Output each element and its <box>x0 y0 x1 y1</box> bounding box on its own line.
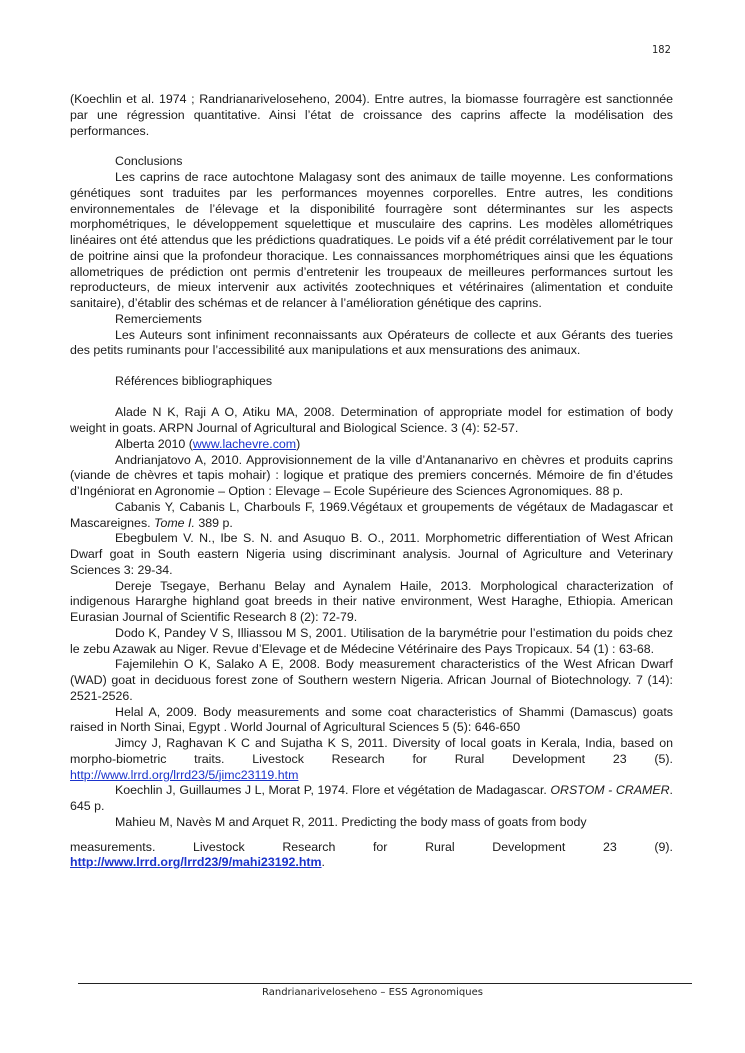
reference-item: Alberta 2010 (www.lachevre.com) <box>115 436 301 451</box>
conclusions-heading: Conclusions <box>115 154 183 169</box>
reference-italic: Tome I. <box>154 515 195 530</box>
reference-item: Jimcy J, Raghavan K C and Sujatha K S, 2011. Diversity of local goats in Kerala, India, based on morpho-biometric traits. Livestock Research for Rural Development 23 (5). http://www.lrrd.org/lrrd23/5/jimc23119.htm <box>70 736 673 782</box>
references-list <box>70 405 673 869</box>
page-footer: Randrianariveloseheno – ESS Agronomiques <box>262 987 483 998</box>
reference-item: Fajemilehin O K, Salako A E, 2008. Body measurement characteristics of the West African Dwarf (WAD) goat in deciduous forest zone of Southern western Nigeria. African Journal of Biotechnology. 7 (14): 2521-2526. <box>70 657 673 703</box>
reference-spread-line: measurements. Livestock Research for Rural Development 23 (9). <box>70 839 673 854</box>
reference-link[interactable]: http://www.lrrd.org/lrrd23/5/jimc23119.htm <box>70 767 299 782</box>
reference-item: Helal A, 2009. Body measurements and some coat characteristics of Shammi (Damascus) goats raised in North Sinai, Egypt . World Journal of Agricultural Sciences 5 (5): 646-650 <box>70 704 673 735</box>
remerciements-heading: Remerciements <box>115 311 202 326</box>
reference-link[interactable]: www.lachevre.com <box>192 436 297 451</box>
page-content <box>70 92 673 870</box>
reference-item: Alade N K, Raji A O, Atiku MA, 2008. Determination of appropriate model for estimation of body weight in goats. ARPN Journal of Agricultural and Biological Science. 3 (4): 52-57. <box>70 405 673 435</box>
reference-item: Mahieu M, Navès M and Arquet R, 2011. Predicting the body mass of goats from body measurements. Livestock Research for Rural Development 23 (9). http://www.lrrd.org/lrrd23/9/mahi23192.htm. <box>70 814 673 869</box>
reference-italic: ORSTOM - CRAMER <box>550 783 670 798</box>
reference-item: Andrianjatovo A, 2010. Approvisionnement de la ville d’Antananarivo en chèvres et produits caprins (viande de chèvres et tapis mohair) : logique et pratique des premiers concernés. Mémoire de fin d’études d’Ingéniorat en Agronomie – Option : Elevage – Ecole Supérieure des Sciences Agronomiques. 88 p. <box>70 452 673 498</box>
footer-divider <box>78 983 692 984</box>
reference-item: Koechlin J, Guillaumes J L, Morat P, 1974. Flore et végétation de Madagascar. ORSTOM - CRAMER. 645 p. <box>70 783 673 813</box>
remerciements-body: Les Auteurs sont infiniment reconnaissants aux Opérateurs de collecte et aux Gérants des tueries des petits ruminants pour l’accessibilité aux manipulations et aux mensurations des animaux. <box>70 327 673 358</box>
references-heading: Références bibliographiques <box>115 374 273 388</box>
page-number: 182 <box>652 43 671 56</box>
conclusions-body: Les caprins de race autochtone Malagasy sont des animaux de taille moyenne. Les conformations génétiques sont traduites par les performances moyennes corporelles. Entre autres, les conditions environnementales de l’élevage et la disponibilité fourragère sont déterminantes sur les aspects morphométriques, le développement squelettique et musculaire des caprins. Les modèles allométriques linéaires ont été attendus que les prédictions quadratiques. Le poids vif a été prédit corrélativement par le tour de poitrine ainsi que la profondeur thoracique. Les connaissances morphométriques ainsi que les équations allometriques de prédiction ont permis d’entretenir les troupeaux de meilleures performances surtout les reproducteurs, de mieux intervenir aux activités zootechniques et vétérinaires (alimentation et conduite sanitaire), d’établir des schémas et de relancer à l’amélioration génétique des caprins. <box>70 170 673 310</box>
intro-paragraph: (Koechlin et al. 1974 ; Randrianariveloseheno, 2004). Entre autres, la biomasse fourragère est sanctionnée par une régression quantitative. Ainsi l’état de croissance des caprins affecte la modélisation des performances. <box>70 92 673 138</box>
reference-item: Cabanis Y, Cabanis L, Charbouls F, 1969.Végétaux et groupements de végétaux de Madagascar et Mascareignes. Tome I. 389 p. <box>70 499 673 530</box>
reference-item: Dereje Tsegaye, Berhanu Belay and Aynalem Haile, 2013. Morphological characterization of indigenous Hararghe highland goat breeds in their native environment, West Haraghe, Ethiopia. American Eurasian Journal of Scientific Research 8 (2): 72-79. <box>70 578 673 624</box>
reference-item: Dodo K, Pandey V S, Illiassou M S, 2001. Utilisation de la barymétrie pour l’estimation du poids chez le zebu Azawak au Niger. Revue d’Elevage et de Médecine Vétérinaire des Pays Tropicaux. 54 (1) : 63-68. <box>70 625 673 656</box>
reference-link[interactable]: http://www.lrrd.org/lrrd23/9/mahi23192.htm <box>70 854 322 869</box>
reference-item: Ebegbulem V. N., Ibe S. N. and Asuquo B. O., 2011. Morphometric differentiation of West African Dwarf goat in South eastern Nigeria using discriminant analysis. Journal of Agriculture and Veterinary Sciences 3: 29-34. <box>70 531 673 577</box>
